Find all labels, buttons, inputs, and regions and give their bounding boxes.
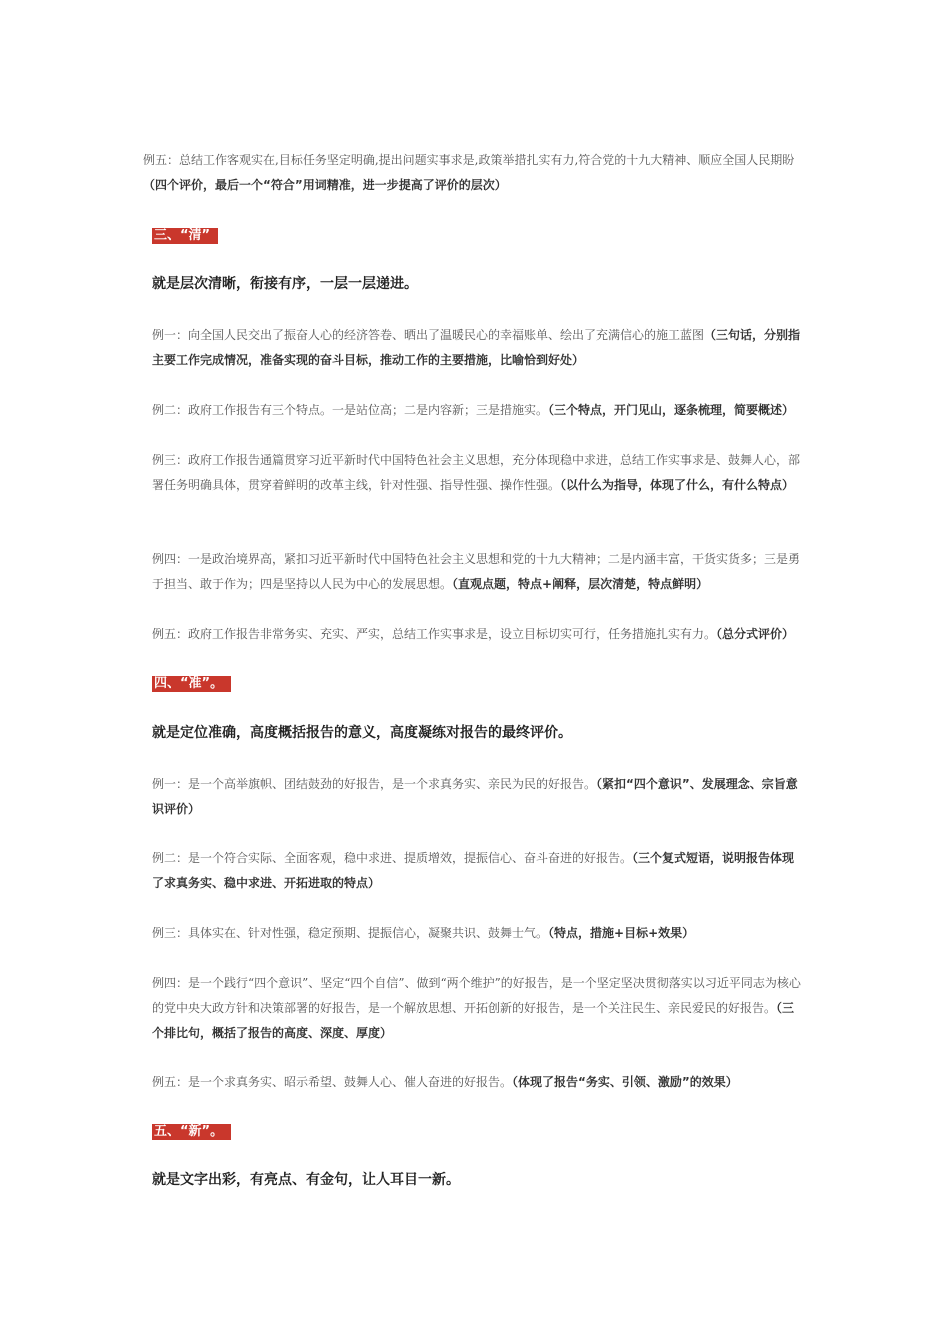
section-heading-three: 三、“清” (152, 228, 218, 244)
example-paragraph (152, 323, 802, 373)
example-paragraph (152, 622, 802, 647)
example-text: 例五：是一个求真务实、昭示希望、鼓舞人心、催人奋进的好报告。 (152, 1075, 513, 1089)
example-text: 例二：是一个符合实际、全面客观，稳中求进、提质增效，提振信心、奋斗奋进的好报告。 (152, 851, 633, 865)
example-note: （三个复式短语，说明报告体现了求真务实、稳中求进、开拓进取的特点） (152, 851, 795, 890)
example-text: 例四：是一个践行“四个意识”、坚定“四个自信”、做到“两个维护”的好报告，是一个坚定坚决贯彻落实以习近平同志为核心的党中央大政方针和决策部署的好报告，是一个解放思想、开拓创新的好报告，是一个关注民生、亲民爱民的好报告。 (152, 976, 801, 1015)
example-paragraph (152, 547, 802, 597)
example-note: （总分式评价） (716, 627, 795, 641)
example-note: （紧扣“四个意识”、发展理念、宗旨意识评价） (152, 777, 798, 816)
example-note: （三个特点，开门见山，逐条梳理，简要概述） (548, 403, 795, 417)
section-heading-four: 四、“准”。 (152, 676, 231, 692)
example-paragraph (152, 846, 802, 896)
example-paragraph (152, 921, 802, 946)
section-lead: 就是定位准确，高度概括报告的意义，高度凝练对报告的最终评价。 (152, 725, 572, 741)
example-note: （体现了报告“务实、引领、激励”的效果） (512, 1075, 738, 1089)
example-paragraph (152, 772, 802, 822)
example-text: 例一：是一个高举旗帜、团结鼓劲的好报告，是一个求真务实、亲民为民的好报告。 (152, 777, 597, 791)
example-text: 例五：政府工作报告非常务实、充实、严实，总结工作实事求是，设立目标切实可行，任务措施扎实有力。 (152, 627, 717, 641)
example-note: （以什么为指导，体现了什么，有什么特点） (560, 478, 795, 492)
example-note: （直观点题，特点+阐释，层次清楚，特点鲜明） (452, 577, 709, 591)
example-note: （特点，措施+目标+效果） (548, 926, 695, 940)
example-text: 例一：向全国人民交出了振奋人心的经济答卷、晒出了温暖民心的幸福账单、绘出了充满信心的施工蓝图 (152, 328, 705, 342)
example-paragraph (152, 971, 802, 1046)
section-lead: 就是层次清晰，衔接有序，一层一层递进。 (152, 276, 418, 292)
example-text: 例三：具体实在、针对性强，稳定预期、提振信心，凝聚共识、鼓舞士气。 (152, 926, 549, 940)
section-lead: 就是文字出彩，有亮点、有金句，让人耳目一新。 (152, 1172, 460, 1188)
example-text: 例二：政府工作报告有三个特点。一是站位高；二是内容新；三是措施实。 (152, 403, 549, 417)
section-heading-five: 五、“新”。 (152, 1124, 231, 1140)
example-paragraph (152, 398, 802, 423)
example-paragraph (152, 448, 802, 498)
example-note: （三个排比句，概括了报告的高度、深度、厚度） (152, 1001, 795, 1040)
example-note: （四个评价，最后一个“符合”用词精准，进一步提高了评价的层次） (143, 178, 507, 192)
example-note: （三句话，分别指主要工作完成情况，准备实现的奋斗目标，推动工作的主要措施，比喻恰到好处） (152, 328, 801, 367)
example-text: 例三：政府工作报告通篇贯穿习近平新时代中国特色社会主义思想，充分体现稳中求进，总结工作实事求是、鼓舞人心，部署任务明确具体，贯穿着鲜明的改革主线，针对性强、指导性强、操作性强。 (152, 453, 801, 492)
example-text: 例五：总结工作客观实在,目标任务坚定明确,提出问题实事求是,政策举措扎实有力,符合党的十九大精神、顺应全国人民期盼 (143, 153, 795, 167)
example-text: 例四：一是政治境界高，紧扣习近平新时代中国特色社会主义思想和党的十九大精神；二是内涵丰富，干货实货多；三是勇于担当、敢于作为；四是坚持以人民为中心的发展思想。 (152, 552, 801, 591)
example-paragraph (152, 1070, 802, 1095)
example-paragraph (143, 148, 811, 198)
